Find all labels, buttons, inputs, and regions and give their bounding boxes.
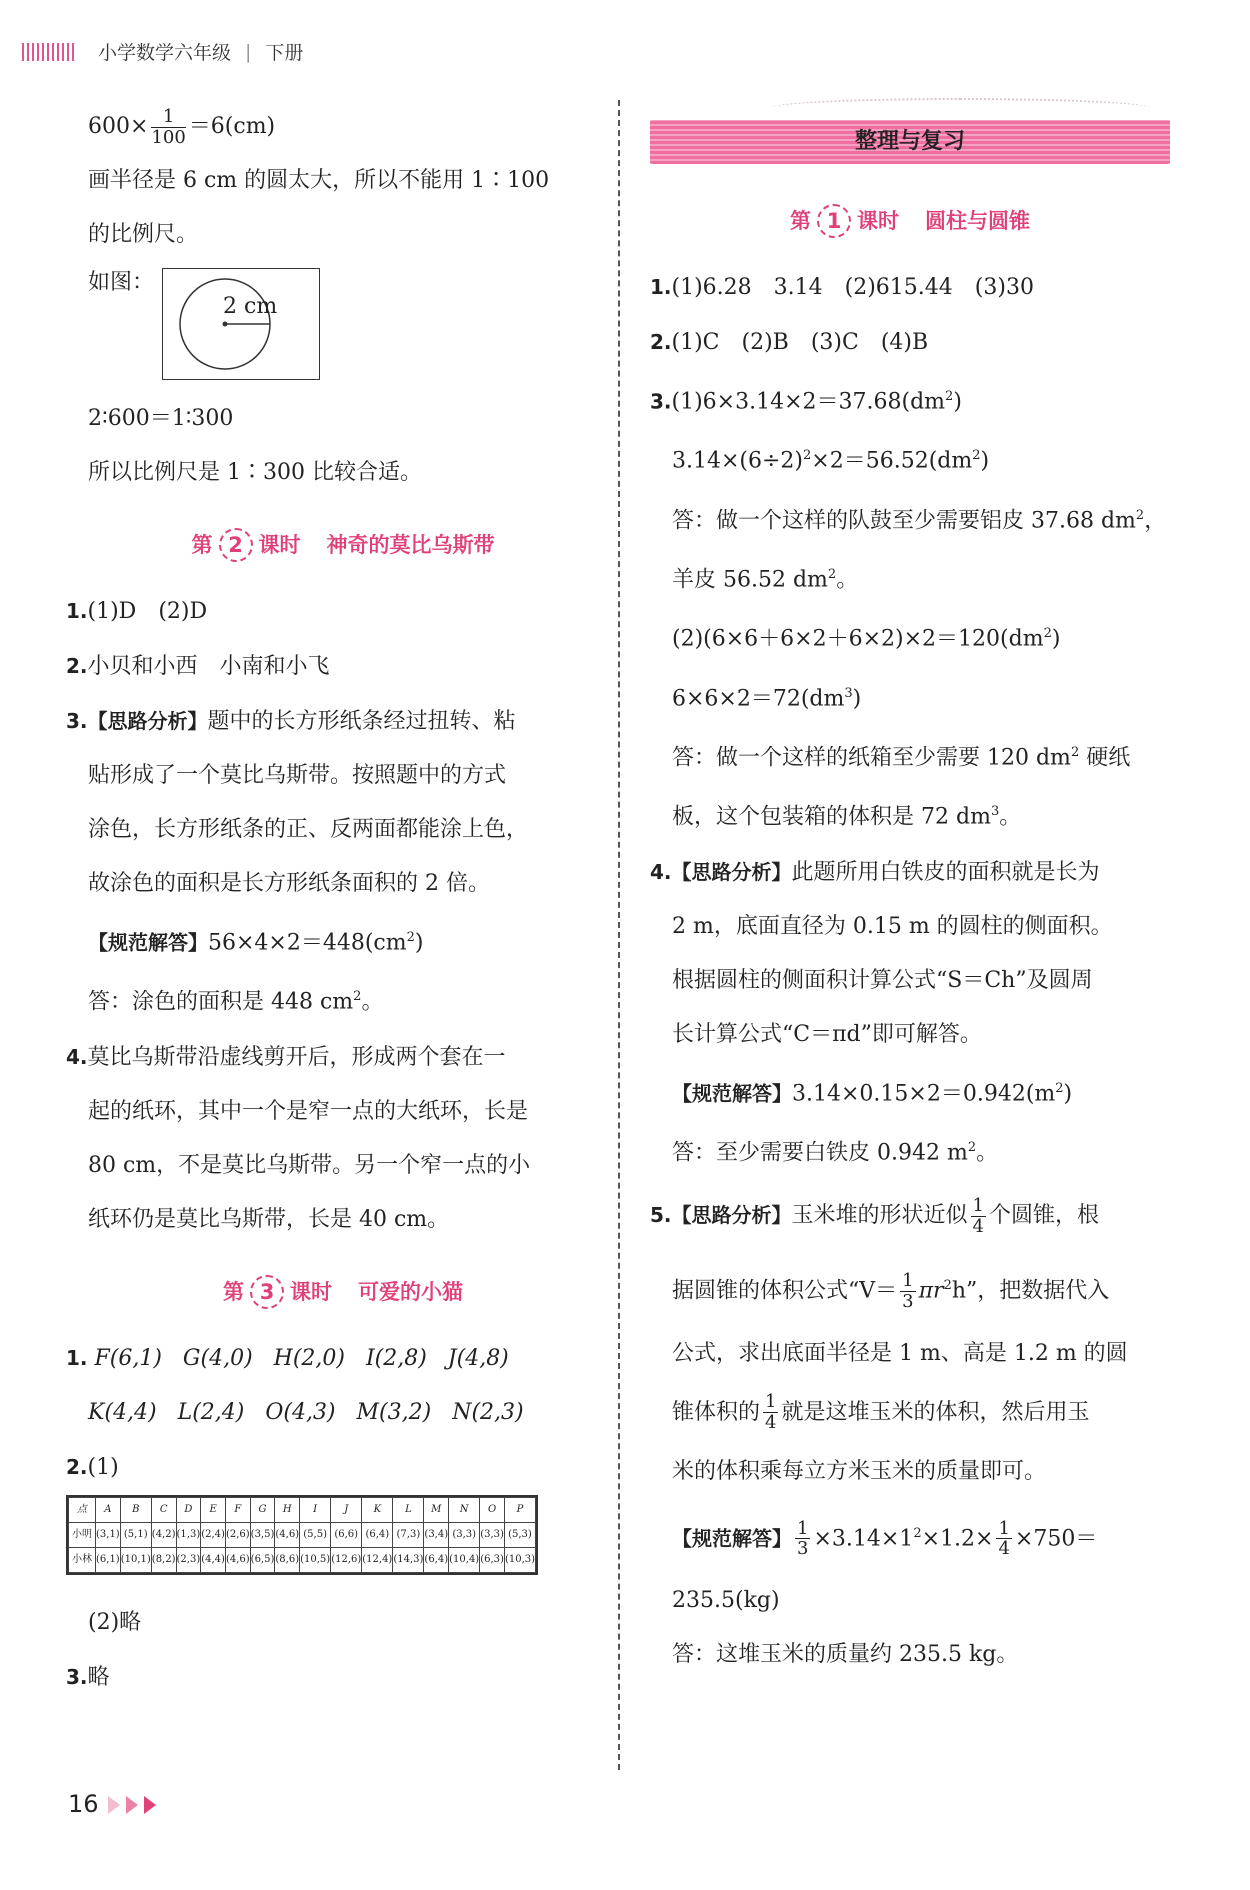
table-cell: G — [250, 1497, 275, 1522]
row-header-cell: 点 — [69, 1497, 96, 1522]
text-line: 答：这堆玉米的质量约 235.5 kg。 — [672, 1641, 1019, 1667]
row-header-cell: 小明 — [69, 1522, 96, 1547]
coordinates-row-2: K(4,4) L(2,4) O(4,3) M(3,2) N(2,3) — [88, 1399, 524, 1425]
header-separator: | — [245, 40, 252, 63]
text-line: $3.14\times(6\div 2)^2\times 2=56.52(dm^2)$ — [672, 448, 990, 474]
table-cell: L — [393, 1497, 424, 1522]
answer-5-solution: 【规范解答】 $\frac{1}{3}$ $\times 3.14\times 1^2\times 1.2\times$ $\frac{1}{4}$ ×750＝ — [672, 1517, 1098, 1560]
page-number: 16 — [68, 1790, 99, 1818]
table-cell: (10,1) — [120, 1547, 151, 1572]
text-line: 板，这个包装箱的体积是 72 $dm^3$。 — [672, 804, 1022, 830]
answer-5: 5.【思路分析】玉米堆的形状近似 $\frac{1}{4}$ 个圆锥，根 — [650, 1194, 1099, 1237]
table-cell: (3,3) — [480, 1522, 505, 1547]
page-arrows-decoration — [108, 1796, 156, 1814]
points-table — [68, 1497, 536, 1573]
fraction: $\frac{1}{3}$ — [797, 1517, 809, 1560]
arrow-icon — [144, 1796, 156, 1814]
table-cell: (7,3) — [393, 1522, 424, 1547]
table-cell: (2,6) — [225, 1522, 250, 1547]
text-line: 羊皮 56.52 $dm^2$。 — [672, 566, 859, 593]
lesson-number-badge: 2 — [219, 528, 253, 562]
answer-2-label: 2.(1) — [66, 1454, 119, 1480]
answer-3-conclusion: 答：涂色的面积是 448 $cm^2$。 — [88, 989, 384, 1015]
table-cell: (6,6) — [331, 1522, 362, 1547]
text-line: 公式，求出底面半径是 1 m、高是 1.2 m 的圆 — [672, 1340, 1128, 1366]
table-cell: (6,4) — [362, 1522, 393, 1547]
answer-4-conclusion: 答：至少需要白铁皮 0.942 $m^2$。 — [672, 1139, 999, 1166]
coordinates-row-1: 1. F(6,1) G(4,0) H(2,0) I(2,8) J(4,8) — [66, 1345, 509, 1371]
text-line: 80 cm，不是莫比乌斯带。另一个窄一点的小 — [88, 1152, 531, 1178]
table-cell: (2,3) — [176, 1547, 201, 1572]
text-line: 涂色，长方形纸条的正、反两面都能涂上色， — [88, 817, 529, 842]
row-header-cell: 小林 — [69, 1547, 96, 1572]
arrow-icon — [108, 1796, 120, 1814]
text-line: 米的体积乘每立方米玉米的质量即可。 — [672, 1458, 1047, 1484]
left-column — [66, 100, 598, 1705]
answer-2: 2.(1)C (2)B (3)C (4)B — [650, 330, 929, 355]
table-cell: I — [300, 1497, 331, 1522]
table-cell: (6,5) — [250, 1547, 275, 1572]
table-cell: C — [151, 1497, 176, 1522]
answer-3-solution: 【规范解答】$56\times 4\times 2=448(cm^2)$ — [88, 930, 424, 956]
table-cell: (6,3) — [480, 1547, 505, 1572]
table-cell: (4,4) — [201, 1547, 226, 1572]
text-line: 答：做一个这样的队鼓至少需要铝皮 37.68 $dm^2$， — [672, 507, 1167, 533]
text-line: 根据圆柱的侧面积计算公式“S＝Ch”及圆周 — [672, 967, 1093, 993]
header-bars-decoration — [22, 43, 74, 61]
lesson-number-badge: 3 — [250, 1275, 284, 1309]
table-cell: (10,5) — [300, 1547, 331, 1572]
table-cell: (1,3) — [176, 1522, 201, 1547]
text-line: $6\times 6\times 2=72(dm^3)$ — [672, 685, 862, 711]
table-cell: (6,4) — [424, 1547, 449, 1572]
table-row — [69, 1522, 536, 1547]
text-line: 锥体积的 $\frac{1}{4}$ 就是这堆玉米的体积，然后用玉 — [672, 1391, 1090, 1434]
table-cell: J — [331, 1497, 362, 1522]
table-cell: A — [96, 1497, 121, 1522]
answer-1: 1.(1)D (2)D — [66, 599, 208, 624]
table-cell: F — [225, 1497, 250, 1522]
figure-label: 如图： — [88, 270, 155, 295]
table-cell: (10,3) — [504, 1547, 535, 1572]
text-line: 据圆锥的体积公式“V＝ $\frac{1}{3}$ $\pi r^2h$”，把数据代入 — [672, 1270, 1110, 1313]
answer-3: $3.(1)6\times 3.14\times 2=37.68(dm^2)$ — [650, 389, 962, 415]
section-banner: 整理与复习 — [650, 120, 1170, 164]
table-cell: E — [201, 1497, 226, 1522]
table-cell: (8,6) — [275, 1547, 300, 1572]
table-cell: (3,3) — [449, 1522, 480, 1547]
table-header-row — [69, 1497, 536, 1522]
table-cell: (3,4) — [424, 1522, 449, 1547]
table-cell: (5,3) — [504, 1522, 535, 1547]
table-cell: (6,1) — [96, 1547, 121, 1572]
fraction: $\frac{1}{4}$ — [765, 1391, 777, 1434]
table-cell: N — [449, 1497, 480, 1522]
table-cell: (4,6) — [275, 1522, 300, 1547]
table-cell: P — [504, 1497, 535, 1522]
table-cell: (14,3) — [393, 1547, 424, 1572]
text-line: 2∶600＝1∶300 — [88, 406, 234, 431]
text-line: 起的纸环，其中一个是窄一点的大纸环，长是 — [88, 1098, 529, 1124]
text-line: $(2)(6\times 6+6\times 2+6\times 2)\times 2=120(dm^2)$ — [672, 626, 1061, 652]
points-table-frame — [66, 1495, 538, 1575]
radius-label: 2 cm — [223, 294, 278, 319]
equation-line: 600× $\frac{1}{100}$ ＝6(cm) — [88, 105, 276, 148]
table-cell: (3,1) — [96, 1522, 121, 1547]
text-line: 的比例尺。 — [88, 222, 199, 247]
answer-4: 4.莫比乌斯带沿虚线剪开后，形成两个套在一 — [66, 1044, 506, 1070]
table-cell: (8,2) — [151, 1547, 176, 1572]
fraction: $\frac{1}{100}$ — [151, 105, 186, 148]
page-header — [22, 38, 303, 65]
text-line: (2)略 — [88, 1609, 142, 1635]
arrow-icon — [126, 1796, 138, 1814]
column-divider — [618, 100, 620, 1770]
table-cell: (5,1) — [120, 1522, 151, 1547]
table-cell: K — [362, 1497, 393, 1522]
table-row — [69, 1547, 536, 1572]
table-cell: (12,6) — [331, 1547, 362, 1572]
table-cell: (5,5) — [300, 1522, 331, 1547]
text-line: 贴形成了一个莫比乌斯带。按照题中的方式 — [88, 763, 507, 788]
text-line: 画半径是 6 cm 的圆太大，所以不能用 1∶100 — [88, 168, 550, 193]
lesson-2-heading: 第 2 课时 神奇的莫比乌斯带 — [88, 518, 598, 572]
table-cell: (2,4) — [201, 1522, 226, 1547]
circle-figure — [88, 268, 598, 380]
table-cell: (4,2) — [151, 1522, 176, 1547]
lesson-1-heading: 第 1 课时 圆柱与圆锥 — [650, 194, 1170, 248]
table-cell: H — [275, 1497, 300, 1522]
table-cell: O — [480, 1497, 505, 1522]
table-cell: (10,4) — [449, 1547, 480, 1572]
answer-3-label: 3.略 — [66, 1664, 110, 1690]
text-line: 故涂色的面积是长方形纸条面积的 2 倍。 — [88, 871, 490, 896]
text-line: 235.5(kg) — [672, 1587, 780, 1613]
lesson-number-badge: 1 — [817, 204, 851, 238]
book-volume: 下册 — [265, 42, 304, 64]
answer-1: 1.(1)6.28 3.14 (2)615.44 (3)30 — [650, 275, 1034, 300]
text-line: 纸环仍是莫比乌斯带，长是 40 cm。 — [88, 1206, 450, 1232]
fraction: $\frac{1}{4}$ — [972, 1194, 984, 1237]
text-line: 答：做一个这样的纸箱至少需要 120 $dm^2$ 硬纸 — [672, 744, 1131, 771]
table-cell: M — [424, 1497, 449, 1522]
answer-2: 2.小贝和小西 小南和小飞 — [66, 654, 330, 679]
answer-4-solution: 【规范解答】$3.14\times 0.15\times 2=0.942(m^2)$ — [672, 1080, 1073, 1106]
table-cell: (4,6) — [225, 1547, 250, 1572]
table-cell: D — [176, 1497, 201, 1522]
table-cell: B — [120, 1497, 151, 1522]
table-cell: (3,5) — [250, 1522, 275, 1547]
fraction: $\frac{1}{4}$ — [998, 1517, 1010, 1560]
book-title: 小学数学六年级 — [98, 42, 232, 64]
circle-diagram — [163, 269, 319, 379]
lesson-3-heading: 第 3 课时 可爱的小猫 — [88, 1265, 598, 1319]
fraction: $\frac{1}{3}$ — [902, 1270, 914, 1313]
text-line: 所以比例尺是 1∶300 比较合适。 — [88, 460, 422, 485]
answer-4: 4.【思路分析】此题所用白铁皮的面积就是长为 — [650, 859, 1100, 885]
answer-3: 3.【思路分析】题中的长方形纸条经过扭转、粘 — [66, 709, 516, 734]
right-column — [650, 120, 1170, 1682]
text-line: 2 m，底面直径为 0.15 m 的圆柱的侧面积。 — [672, 913, 1113, 939]
text-line: 长计算公式“C＝πd”即可解答。 — [672, 1021, 982, 1047]
table-cell: (12,4) — [362, 1547, 393, 1572]
figure-frame — [162, 268, 320, 380]
